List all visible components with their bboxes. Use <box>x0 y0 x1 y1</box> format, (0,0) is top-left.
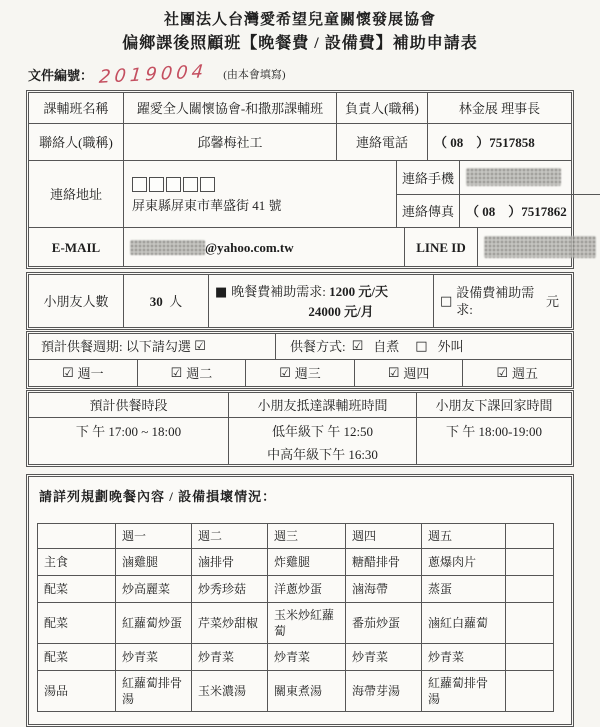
email-domain: @yahoo.com.tw <box>205 239 294 255</box>
email-value <box>123 228 404 266</box>
menu-cell: 炒青菜 <box>346 644 422 671</box>
page-subtitle: 偏鄉課後照顧班【晚餐費 / 設備費】補助申請表 <box>122 35 478 52</box>
menu-cell-empty <box>506 603 554 644</box>
contact-info-table <box>26 90 574 269</box>
class-name-value: 躍愛全人關懷協會-和撒那課輔班 <box>123 93 336 123</box>
weekday-checkbox-monday: ☑ <box>61 365 74 381</box>
menu-section <box>26 474 574 727</box>
menu-row-side-dish-3 <box>38 644 554 671</box>
arrive-time-cell <box>228 418 416 464</box>
meal-period-checkbox: ☑ <box>194 339 206 354</box>
weekday-checkbox-thursday: ☑ <box>387 365 400 381</box>
menu-cell: 炒青菜 <box>192 644 268 671</box>
menu-header-wednesday: 週三 <box>268 524 346 549</box>
dinner-subsidy-per-month: 24000 元/月 <box>308 303 374 319</box>
doc-number-note: (由本會填寫) <box>223 69 286 81</box>
menu-cell: 關東煮湯 <box>268 671 346 712</box>
arrive-time-mid-grade: 中高年級下午 16:30 <box>267 446 378 462</box>
mobile-redacted-blob <box>466 168 561 186</box>
weekday-cell-monday <box>29 360 137 386</box>
menu-cell: 滷海帶 <box>346 576 422 603</box>
return-time-value: 下 午 18:00-19:00 <box>416 418 571 464</box>
kids-count-value <box>123 275 208 327</box>
menu-cell: 紅蘿蔔排骨湯 <box>422 671 506 712</box>
times-header-serve: 預計供餐時段 <box>89 397 168 413</box>
menu-cell-empty <box>506 576 554 603</box>
mobile-fax-stack <box>396 161 600 227</box>
equipment-subsidy-cell <box>433 275 571 327</box>
subsidy-need-table <box>26 272 574 330</box>
kids-count-number: 30 <box>149 293 163 309</box>
address-value: 屏東縣屏東市華盛街 41 號 <box>132 197 282 213</box>
meal-period-cell <box>29 334 275 359</box>
equipment-subsidy-unit: 元 <box>545 293 559 309</box>
doc-number-label: 文件編號： <box>28 67 94 83</box>
menu-cell: 蒸蛋 <box>422 576 506 603</box>
dinner-subsidy-line1 <box>215 283 388 300</box>
meal-period-label: 預計供餐週期: 以下請勾選 <box>41 339 191 354</box>
principal-value: 林金展 理事長 <box>427 93 571 123</box>
menu-section-title: 請詳列規劃晚餐內容 / 設備損壞情況： <box>39 489 277 504</box>
dinner-subsidy-checkbox-filled: ■ <box>215 284 228 300</box>
doc-number-handwritten-value: 2019004 <box>98 60 209 88</box>
line-id-redacted-blob <box>484 236 596 258</box>
menu-row-main-dish <box>38 549 554 576</box>
menu-row-side-dish-2 <box>38 603 554 644</box>
page-title: 社團法人台灣愛希望兒童關懷發展協會 <box>163 12 436 28</box>
menu-row-label: 配菜 <box>38 644 116 671</box>
meal-method-cell <box>275 334 571 359</box>
weekday-label-thursday: 週四 <box>403 365 430 381</box>
menu-row-label: 主食 <box>38 549 116 576</box>
menu-cell: 海帶芽湯 <box>346 671 422 712</box>
mobile-value <box>460 161 600 194</box>
menu-cell: 炒青菜 <box>116 644 192 671</box>
weekday-label-tuesday: 週二 <box>186 365 213 381</box>
phone-label: 連絡電話 <box>336 124 427 160</box>
menu-cell: 芹菜炒甜椒 <box>192 603 268 644</box>
weekday-checkbox-friday: ☑ <box>496 365 508 381</box>
menu-header-monday: 週一 <box>116 524 192 549</box>
menu-row-soup <box>38 671 554 712</box>
equipment-subsidy-label: 設備費補助需求: <box>456 285 535 317</box>
kids-count-unit: 人 <box>169 293 183 309</box>
menu-row-label: 配菜 <box>38 576 116 603</box>
times-table <box>26 390 574 467</box>
serve-time-value: 下 午 17:00 ~ 18:00 <box>75 424 182 439</box>
weekday-label-wednesday: 週三 <box>294 365 321 381</box>
arrive-time-low-grade: 低年級下 午 12:50 <box>271 423 374 439</box>
menu-cell: 洋蔥炒蛋 <box>268 576 346 603</box>
menu-cell-empty <box>506 644 554 671</box>
menu-cell: 滷紅白蘿蔔 <box>422 603 506 644</box>
weekday-cell-tuesday <box>137 360 246 386</box>
weekday-cell-wednesday <box>245 360 354 386</box>
menu-cell: 紅蘿蔔炒蛋 <box>116 603 192 644</box>
menu-cell: 玉米濃湯 <box>192 671 268 712</box>
contact-person-value: 邱馨梅社工 <box>123 124 336 160</box>
menu-row-side-dish-1 <box>38 576 554 603</box>
menu-header-thursday: 週四 <box>346 524 422 549</box>
fax-value: （ 08 ）7517862 <box>466 204 567 220</box>
menu-header-friday: 週五 <box>422 524 506 549</box>
menu-cell: 糖醋排骨 <box>346 549 422 576</box>
contact-person-label: 聯絡人(職稱) <box>39 134 113 150</box>
times-header-return: 小朋友下課回家時間 <box>416 393 571 417</box>
class-name-label: 課輔班名稱 <box>43 100 109 116</box>
email-redacted-blob <box>130 240 205 255</box>
weekday-label-friday: 週五 <box>511 365 538 381</box>
menu-header-trailing-empty <box>506 524 554 549</box>
menu-cell: 滷雞腿 <box>116 549 192 576</box>
menu-cell: 滷排骨 <box>192 549 268 576</box>
menu-cell: 紅蘿蔔排骨湯 <box>116 671 192 712</box>
weekday-cell-friday <box>462 360 571 386</box>
method-delivery-label: 外叫 <box>437 339 464 354</box>
principal-label: 負責人(職稱) <box>336 93 427 123</box>
line-id-label: LINE ID <box>404 228 477 266</box>
method-delivery-checkbox: □ <box>415 339 428 354</box>
meal-period-table <box>26 331 574 389</box>
postal-code-boxes <box>132 174 217 192</box>
weekday-checkbox-tuesday: ☑ <box>170 365 183 381</box>
phone-value: （ 08 ）7517858 <box>427 124 571 160</box>
menu-header-empty <box>38 524 116 549</box>
menu-header-row <box>38 524 554 549</box>
menu-cell: 炒高麗菜 <box>116 576 192 603</box>
fax-label: 連絡傳真 <box>397 195 460 228</box>
method-self-checkbox: ☑ <box>351 339 364 354</box>
menu-cell-empty <box>506 671 554 712</box>
method-self-label: 自煮 <box>373 339 400 354</box>
line-id-value <box>477 228 600 266</box>
document-number-line <box>28 62 574 86</box>
dinner-subsidy-cell <box>208 275 433 327</box>
meal-method-label: 供餐方式: <box>290 339 346 354</box>
equipment-subsidy-checkbox: □ <box>440 293 453 309</box>
dinner-subsidy-per-day: 1200 元/天 <box>329 283 389 299</box>
weekly-menu-table <box>37 523 554 712</box>
menu-cell: 蔥爆肉片 <box>422 549 506 576</box>
times-header-arrive: 小朋友抵達課輔班時間 <box>228 393 416 417</box>
weekday-cell-thursday <box>354 360 463 386</box>
email-label: E-MAIL <box>51 239 101 255</box>
menu-cell: 番茄炒蛋 <box>346 603 422 644</box>
menu-cell: 炸雞腿 <box>268 549 346 576</box>
menu-cell: 炒青菜 <box>422 644 506 671</box>
menu-row-label: 配菜 <box>38 603 116 644</box>
weekday-checkbox-wednesday: ☑ <box>279 365 291 381</box>
address-cell <box>123 161 396 227</box>
menu-cell: 炒青菜 <box>268 644 346 671</box>
menu-cell: 炒秀珍菇 <box>192 576 268 603</box>
address-label: 連絡地址 <box>49 186 102 202</box>
weekday-label-monday: 週一 <box>77 365 104 381</box>
menu-header-tuesday: 週二 <box>192 524 268 549</box>
menu-cell-empty <box>506 549 554 576</box>
menu-cell: 玉米炒紅蘿蔔 <box>268 603 346 644</box>
dinner-subsidy-label: 晚餐費補助需求: <box>231 283 330 299</box>
kids-count-label: 小朋友人數 <box>43 293 109 309</box>
mobile-label: 連絡手機 <box>397 161 460 194</box>
menu-row-label: 湯品 <box>38 671 116 712</box>
